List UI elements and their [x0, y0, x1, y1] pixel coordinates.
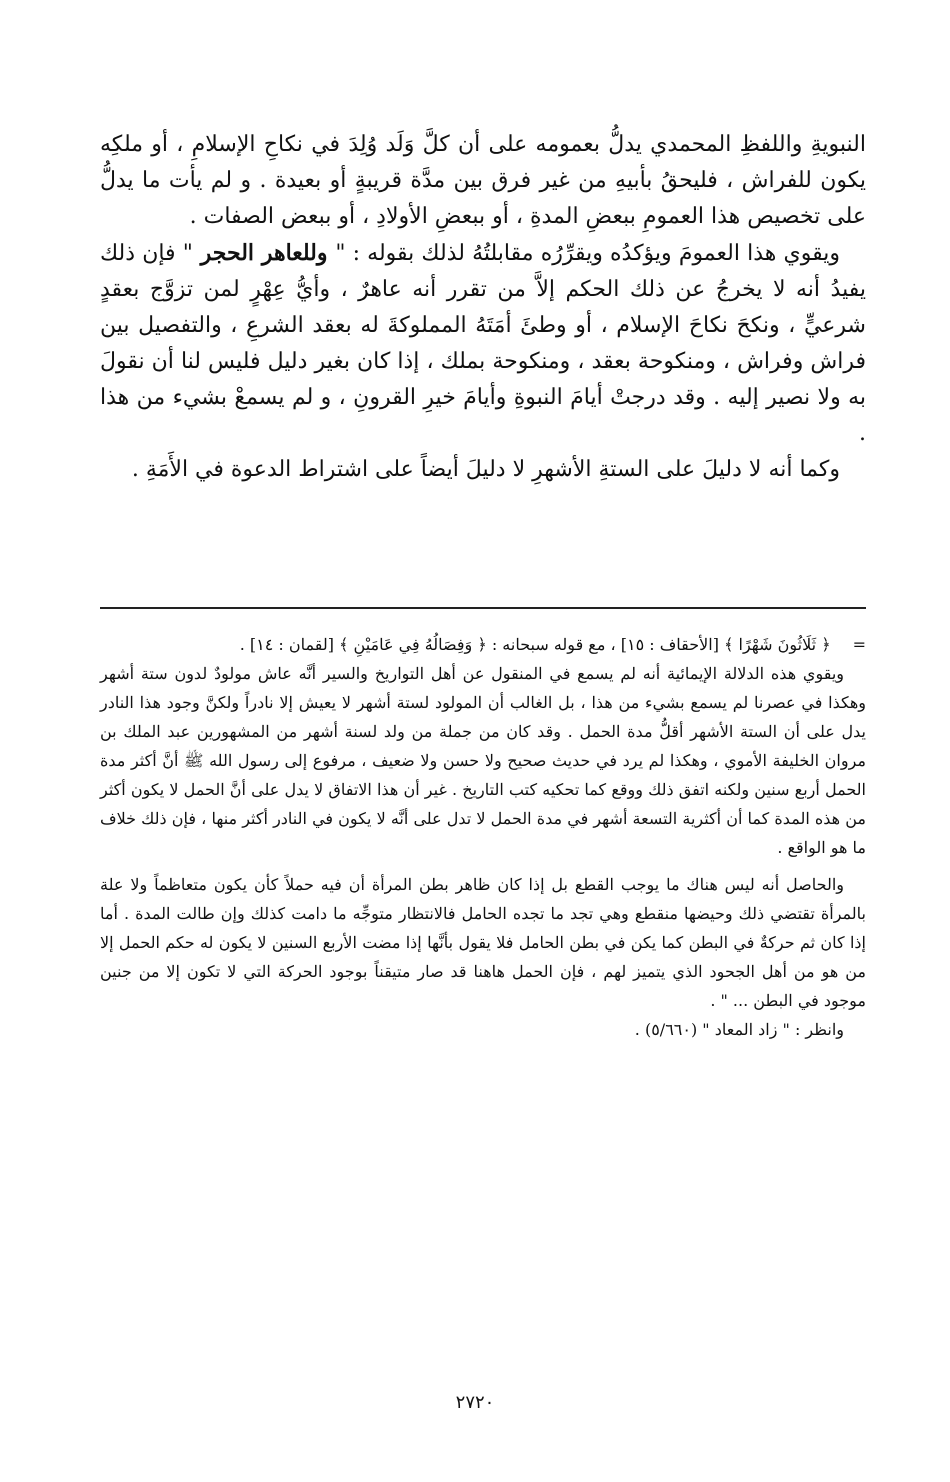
footnote-line-1 [100, 630, 866, 659]
main-paragraph-2-start: ويقوي هذا العمومَ ويؤكدُه ويقرِّرُه مقابلتُهُ لذلك بقوله : " [335, 241, 840, 266]
hadith-quote-bold: وللعاهر الحجر [192, 240, 336, 266]
main-paragraph-2-end: " فإن ذلك يفيدُ أنه لا يخرجُ عن ذلك الحكم إلاَّ من تقرر أنه عاهرٌ ، وأيُّ عِهْرٍ لمن تزوَّج بعقدٍ شرعيٍّ ، ونكحَ نكاحَ الإسلام ، أو وطئَ أمَتَهُ المملوكةَ له بعقد الشرعِ ، والتفصيل بين فراش وفراش ، ومنكوحة بعقد ، ومنكوحة بملك ، إذا كان بغير دليل فليس لنا أن نقولَ به ولا نصير إليه . وقد درجتْ أيامَ النبوةِ وأيامَ خيرِ القرونِ ، و لم يسمعْ بشيء من هذا . [100, 241, 866, 446]
footnote-paragraph-2: والحاصل أنه ليس هناك ما يوجب القطع بل إذا كان ظاهر بطن المرأة أن فيه حملاً كأن يكون متعاظماً ولا علة بالمرأة تقتضي ذلك وحيضها منقطع وهي تجد ما تجده الحامل فالانتظار متوجِّه ما دامت كذلك وإن طالت المدة . أما إذا كان ثم حركةٌ في البطن كما يكن في بطن الحامل فلا يقول بأنَّها إذا مضت الأربع السنين لا يكون له حكم الحمل إلا من هو من أهل الجحود الذي يتميز لهم ، فإن الحمل هاهنا قد صار متيقناً بوجود الحركة التي لا تكون إلا من جنين موجود في البطن ... " . [100, 875, 866, 1010]
main-paragraph-1: النبويةِ واللفظِ المحمدي يدلُّ بعمومه على أن كلَّ وَلَد وُلِدَ في نكاحِ الإسلامِ ، أو ملكِه يكون للفراش ، فليحقُ بأبيهِ من غير فرق بين مدَّة قريبةٍ أو بعيدة . و لم يأت ما يدلُّ على تخصيص هذا العمومِ ببعضِ المدةِ ، أو ببعضِ الأولادِ ، أو ببعض الصفات . [100, 132, 866, 229]
footnote-paragraph-1: ويقوي هذه الدلالة الإيمائية أنه لم يسمع في المنقول عن أهل التواريخ والسير أنَّه عاش مولودٌ لدون ستة أشهر وهكذا في عصرنا لم يسمع بشيء من هذا ، بل الغالب أن المولود لستة أشهر لا يعيش إلا نادراً ولكنَّ وجود هذا النادر يدل على أن الستة الأشهر أقلُّ مدة الحمل . وقد كان من جملة من ولد لسنة أشهر من المشهورين عبد الملك بن مروان الخليفة الأموي ، وهكذا لم يرد في حديث صحيح ولا حسن ولا ضعيف ، مرفوع إلى رسول الله ﷺ أنَّ أكثر مدة الحمل أربع سنين ولكنه اتفق ذلك ووقع كما تحكيه كتب التاريخ . غير أن هذا الاتفاق لا يدل على أنَّ الحمل لا يكون أكثر من هذه المدة كما أن أكثرية التسعة أشهر في مدة الحمل لا تدل على أنَّه لا يكون في النادر أكثر منها ، فإن ذلك خلاف ما هو الواقع . [100, 664, 867, 857]
footnotes-section [100, 630, 866, 1044]
footnote-continuation-mark: = [852, 635, 866, 654]
main-paragraph-3: وكما أنه لا دليلَ على الستةِ الأشهرِ لا دليلَ أيضاً على اشتراط الدعوة في الأَمَةِ . [131, 457, 840, 482]
main-text-body [100, 127, 866, 488]
footnote-reference: وانظر : " زاد المعاد " (٥/٦٦٠) . [634, 1020, 844, 1039]
page-number: ٢٧٢٠ [455, 1392, 495, 1413]
footnote-quran-citation: ﴿ ثَلَاثُونَ شَهْرًا ﴾ [الأحقاف : ١٥] ، مع قوله سبحانه : ﴿ وَفِصَالُهُ فِي عَامَيْنِ ﴾ [لقمان : ١٤] . [239, 635, 831, 654]
main-paragraph-2 [100, 235, 866, 452]
footnote-separator [100, 607, 866, 609]
